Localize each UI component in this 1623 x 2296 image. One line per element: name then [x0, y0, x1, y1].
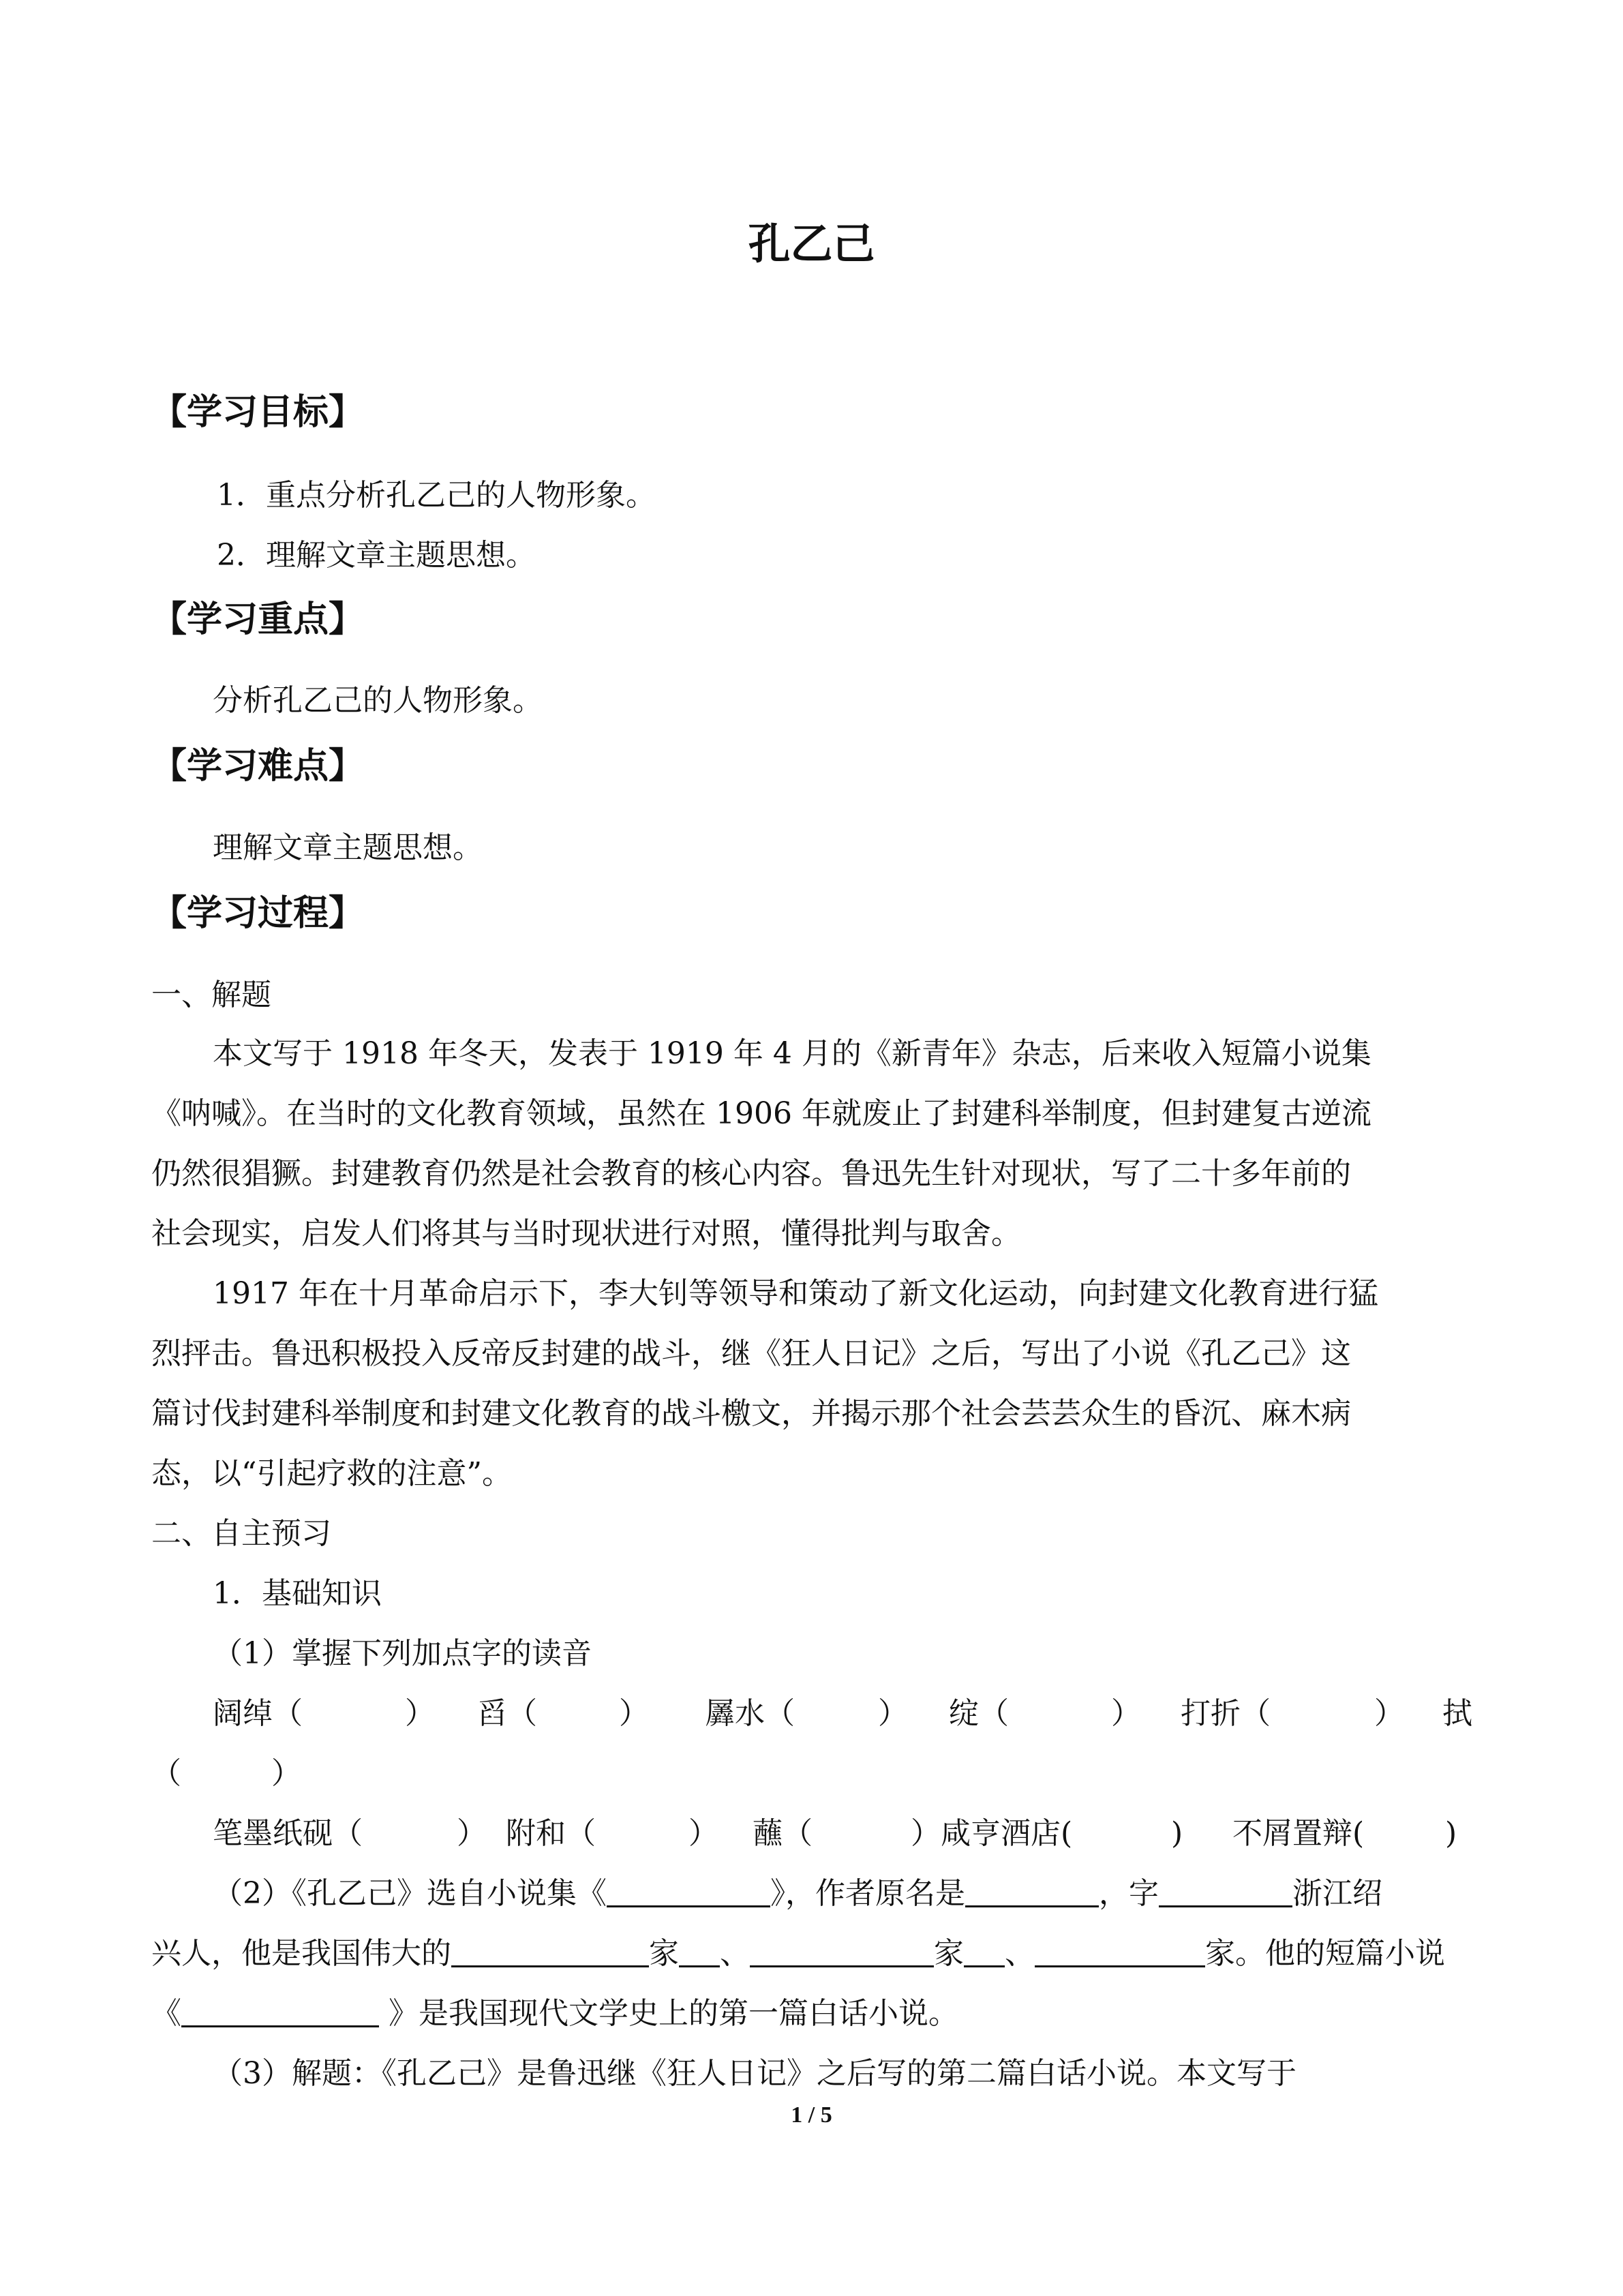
section-title: 二、自主预习	[151, 1516, 331, 1551]
paragraph-line: 篇讨伐封建科举制度和封建文化教育的战斗檄文，并揭示那个社会芸芸众生的昏沉、麻木病	[151, 1396, 1351, 1431]
fill-in-question	[151, 1933, 1445, 1974]
question-text: （1）掌握下列加点字的读音	[213, 1636, 592, 1671]
fill-in-question	[213, 1873, 1382, 1914]
page-number: 1 / 5	[791, 2102, 832, 2128]
page-title: 孔乙己	[748, 219, 875, 269]
heading-difficulty: 【学习难点】	[151, 746, 365, 787]
word-blank-close: ）	[1374, 1696, 1404, 1731]
paragraph-line: 社会现实，启发人们将其与当时现状进行对照，懂得批判与取舍。	[151, 1216, 1021, 1251]
heading-process: 【学习过程】	[151, 893, 365, 934]
q2-text: （2）《孔乙己》选自小说集《	[213, 1876, 607, 1911]
q2-text: 、	[720, 1936, 750, 1971]
answer-blank[interactable]	[1159, 1874, 1292, 1907]
word-item: 蘸（	[753, 1816, 813, 1851]
q2-text: 家	[934, 1936, 964, 1971]
word-item: 舀（	[477, 1696, 537, 1731]
answer-blank[interactable]	[451, 1934, 649, 1967]
paragraph-line: 本文写于 1918 年冬天，发表于 1919 年 4 月的《新青年》杂志，后来收入短篇小说集	[213, 1036, 1371, 1071]
answer-blank[interactable]	[1035, 1934, 1205, 1967]
word-blank-close: ）	[688, 1816, 718, 1851]
word-blank: （ ）	[151, 1756, 301, 1791]
word-blank-close: ）	[1111, 1696, 1141, 1731]
word-item: 附和（	[506, 1816, 596, 1851]
paragraph-line: 态，以“引起疗救的注意”。	[151, 1456, 512, 1491]
word-blank-close: ）	[878, 1696, 908, 1731]
focus-text: 分析孔乙己的人物形象。	[213, 683, 543, 718]
section-title: 一、解题	[151, 978, 271, 1012]
subsection-title: 1．基础知识	[213, 1576, 382, 1611]
fill-in-question	[151, 1993, 958, 2034]
word-blank-close: )	[1171, 1816, 1183, 1851]
answer-blank[interactable]	[965, 1874, 1099, 1907]
word-item: 打折（	[1181, 1696, 1271, 1731]
answer-blank[interactable]	[964, 1934, 1005, 1967]
heading-objectives: 【学习目标】	[151, 392, 365, 433]
word-item: 羼水（	[705, 1696, 795, 1731]
word-blank-close: )	[1445, 1816, 1457, 1851]
paragraph-line: 《呐喊》。在当时的文化教育领域，虽然在 1906 年就废止了封建科举制度，但封建复古逆流	[151, 1096, 1371, 1131]
answer-blank[interactable]	[750, 1934, 934, 1967]
word-blank-close: ）	[457, 1816, 487, 1851]
word-blank-close: ）	[405, 1696, 435, 1731]
answer-blank[interactable]	[607, 1874, 770, 1907]
word-item: 阔绰（	[213, 1696, 303, 1731]
word-item: 不屑置辩(	[1232, 1816, 1365, 1851]
q2-text: 家。他的短篇小说	[1205, 1936, 1445, 1971]
q2-text: 兴人，他是我国伟大的	[151, 1936, 451, 1971]
objective-item: 2．理解文章主题思想。	[217, 538, 536, 573]
q2-text: 、	[1005, 1936, 1035, 1971]
word-item: ）咸亨酒店(	[911, 1816, 1073, 1851]
word-item: 拭	[1442, 1696, 1472, 1731]
q2-text: 》，作者原名是	[770, 1876, 965, 1911]
word-item: 笔墨纸砚（	[213, 1816, 363, 1851]
word-item: 绽（	[949, 1696, 1009, 1731]
objective-item: 1．重点分析孔乙己的人物形象。	[217, 478, 656, 513]
paragraph-line: 仍然很猖獗。封建教育仍然是社会教育的核心内容。鲁迅先生针对现状，写了二十多年前的	[151, 1156, 1351, 1191]
answer-blank[interactable]	[679, 1934, 720, 1967]
paragraph-line: 1917 年在十月革命启示下，李大钊等领导和策动了新文化运动，向封建文化教育进行猛	[213, 1276, 1378, 1311]
q2-text: 》是我国现代文学史上的第一篇白话小说。	[389, 1996, 958, 2031]
question-text: （3）解题：《孔乙己》是鲁迅继《狂人日记》之后写的第二篇白话小说。本文写于	[213, 2056, 1296, 2091]
q2-text: 《	[151, 1996, 181, 2031]
q2-text: ，字	[1099, 1876, 1159, 1911]
word-blank-close: ）	[619, 1696, 649, 1731]
paragraph-line: 烈抨击。鲁迅积极投入反帝反封建的战斗，继《狂人日记》之后，写出了小说《孔乙己》这	[151, 1336, 1351, 1371]
heading-focus: 【学习重点】	[151, 599, 365, 640]
answer-blank[interactable]	[181, 1994, 379, 2027]
q2-text: 家	[649, 1936, 679, 1971]
difficulty-text: 理解文章主题思想。	[213, 830, 483, 865]
q2-text: 浙江绍	[1292, 1876, 1382, 1911]
